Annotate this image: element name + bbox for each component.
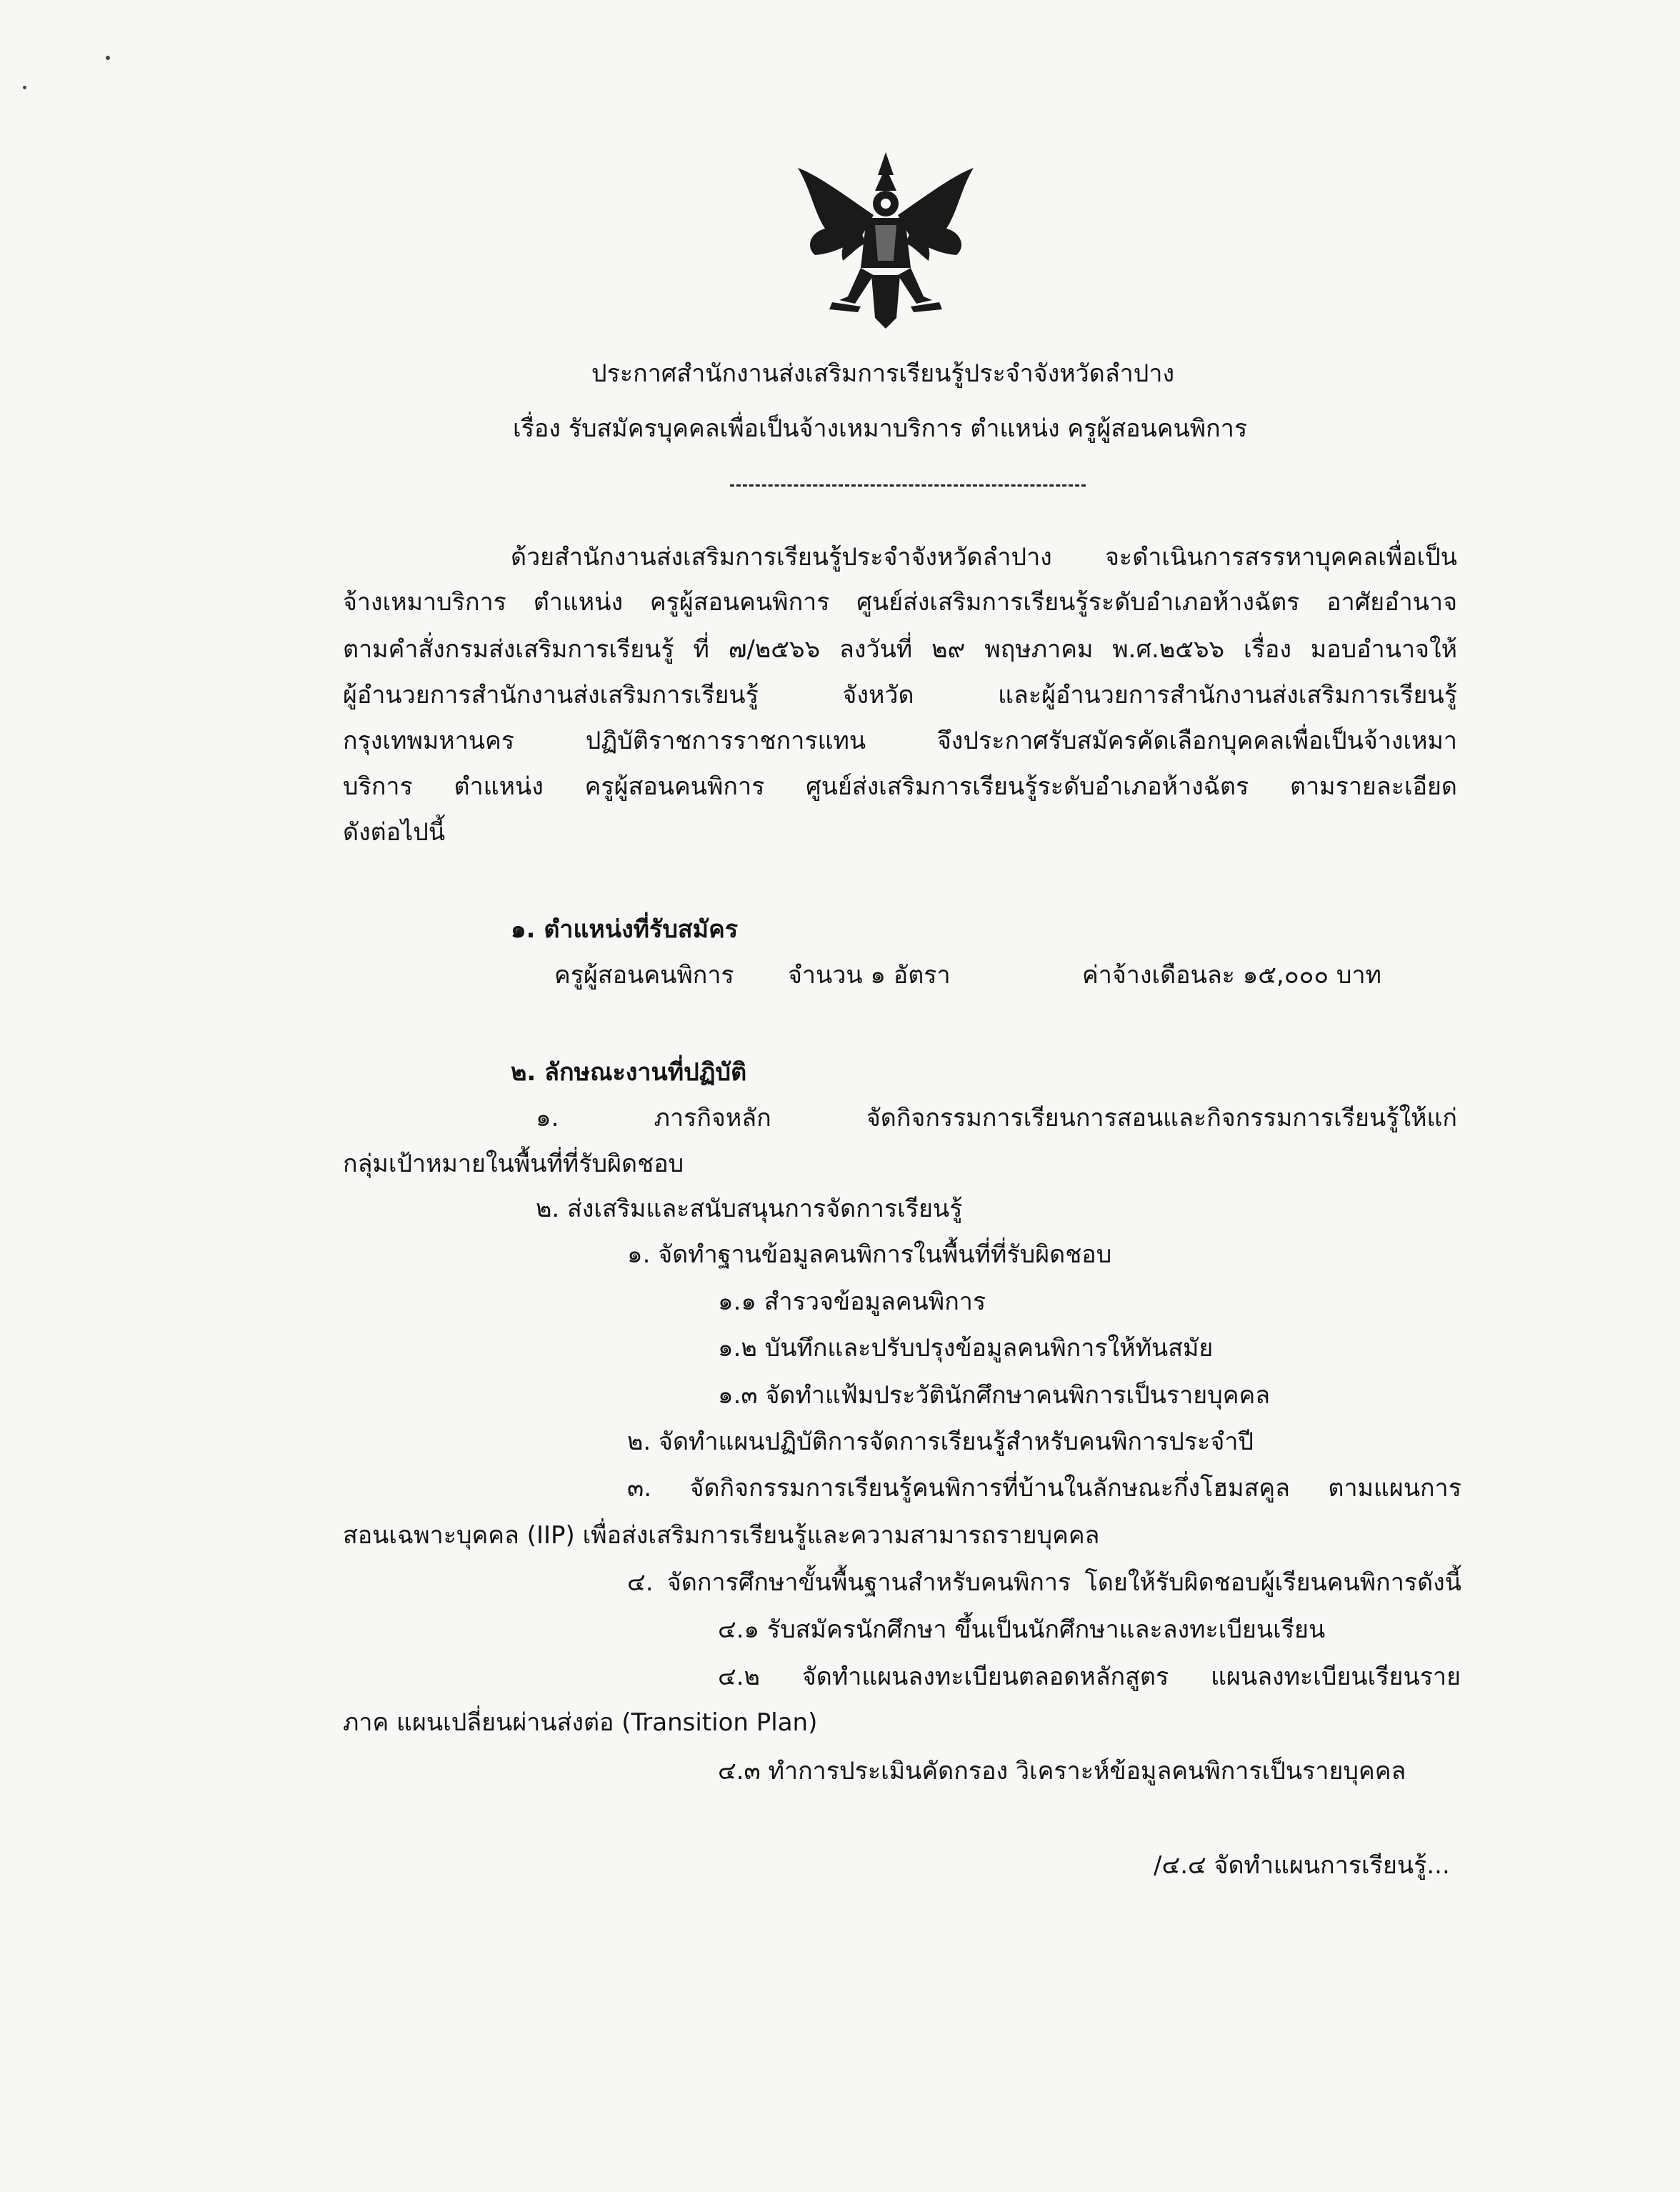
duty-subitem: ๒. จัดทำแผนปฏิบัติการจัดการเรียนรู้สำหรับคนพิการประจำปี — [627, 1428, 1254, 1456]
duty-item: ๑. ภารกิจหลัก จัดกิจกรรมการเรียนการสอนและกิจกรรมการเรียนรู้ให้แก่ — [536, 1104, 1457, 1132]
duty-subsubitem: ๑.๓ จัดทำแฟ้มประวัตินักศึกษาคนพิการเป็นรายบุคคล — [718, 1381, 1271, 1410]
section-heading: ๒. ลักษณะงานที่ปฏิบัติ — [511, 1058, 747, 1087]
intro-line: ผู้อำนวยการสำนักงานส่งเสริมการเรียนรู้ จังหวัด และผู้อำนวยการสำนักงานส่งเสริมการเรียนรู้ — [343, 681, 1457, 709]
duty-subitem: ๔. จัดการศึกษาขั้นพื้นฐานสำหรับคนพิการ โดยให้รับผิดชอบผู้เรียนคนพิการดังนี้ — [627, 1568, 1461, 1597]
garuda-emblem-icon — [789, 146, 982, 332]
duty-subsubitem: ๔.๑ รับสมัครนักศึกษา ขึ้นเป็นนักศึกษาและลงทะเบียนเรียน — [718, 1615, 1326, 1644]
duty-subitem: ๑. จัดทำฐานข้อมูลคนพิการในพื้นที่ที่รับผิดชอบ — [627, 1240, 1112, 1269]
position-salary: ค่าจ้างเดือนละ ๑๕,๐๐๐ บาท — [1082, 961, 1381, 990]
position-title: ครูผู้สอนคนพิการ — [554, 961, 734, 990]
scan-speck — [23, 86, 26, 89]
title-divider — [730, 484, 1086, 487]
position-count: จำนวน ๑ อัตรา — [788, 961, 951, 990]
duty-subitem: ๓. จัดกิจกรรมการเรียนรู้คนพิการที่บ้านในลักษณะกึ่งโฮมสคูล ตามแผนการ — [627, 1474, 1461, 1503]
scan-speck — [106, 56, 110, 60]
duty-item: ๒. ส่งเสริมและสนับสนุนการจัดการเรียนรู้ — [536, 1195, 963, 1223]
duty-item: กลุ่มเป้าหมายในพื้นที่ที่รับผิดชอบ — [343, 1150, 684, 1178]
intro-line: ดังต่อไปนี้ — [343, 818, 446, 847]
title-line-2: เรื่อง รับสมัครบุคคลเพื่อเป็นจ้างเหมาบริการ ตำแหน่ง ครูผู้สอนคนพิการ — [513, 414, 1248, 443]
duty-subitem: สอนเฉพาะบุคคล (IIP) เพื่อส่งเสริมการเรียนรู้และความสามารถรายบุคคล — [343, 1521, 1100, 1550]
intro-line: บริการ ตำแหน่ง ครูผู้สอนคนพิการ ศูนย์ส่งเสริมการเรียนรู้ระดับอำเภอห้างฉัตร ตามรายละเอียด — [343, 772, 1457, 801]
continuation-marker: /๔.๔ จัดทำแผนการเรียนรู้... — [1154, 1851, 1450, 1880]
intro-line: ตามคำสั่งกรมส่งเสริมการเรียนรู้ ที่ ๗/๒๕๖๖ ลงวันที่ ๒๙ พฤษภาคม พ.ศ.๒๕๖๖ เรื่อง มอบอำนาจให้ — [343, 635, 1457, 664]
duty-subsubitem: ๔.๒ จัดทำแผนลงทะเบียนตลอดหลักสูตร แผนลงทะเบียนเรียนราย — [718, 1663, 1461, 1691]
intro-line: จ้างเหมาบริการ ตำแหน่ง ครูผู้สอนคนพิการ ศูนย์ส่งเสริมการเรียนรู้ระดับอำเภอห้างฉัตร อาศัยอำนาจ — [343, 588, 1457, 617]
intro-line: กรุงเทพมหานคร ปฏิบัติราชการราชการแทน จึงประกาศรับสมัครคัดเลือกบุคคลเพื่อเป็นจ้างเหมา — [343, 727, 1457, 755]
title-line-1: ประกาศสำนักงานส่งเสริมการเรียนรู้ประจำจังหวัดลำปาง — [591, 359, 1175, 388]
intro-line: ด้วยสำนักงานส่งเสริมการเรียนรู้ประจำจังหวัดลำปาง จะดำเนินการสรรหาบุคคลเพื่อเป็น — [511, 543, 1457, 572]
duty-subsubitem: ภาค แผนเปลี่ยนผ่านส่งต่อ (Transition Plan) — [343, 1708, 818, 1737]
duty-subsubitem: ๔.๓ ทำการประเมินคัดกรอง วิเคราะห์ข้อมูลคนพิการเป็นรายบุคคล — [718, 1757, 1406, 1785]
section-heading: ๑. ตำแหน่งที่รับสมัคร — [511, 915, 739, 944]
duty-subsubitem: ๑.๑ สำรวจข้อมูลคนพิการ — [718, 1287, 986, 1316]
duty-subsubitem: ๑.๒ บันทึกและปรับปรุงข้อมูลคนพิการให้ทันสมัย — [718, 1334, 1214, 1362]
garuda-emblem — [789, 146, 982, 332]
